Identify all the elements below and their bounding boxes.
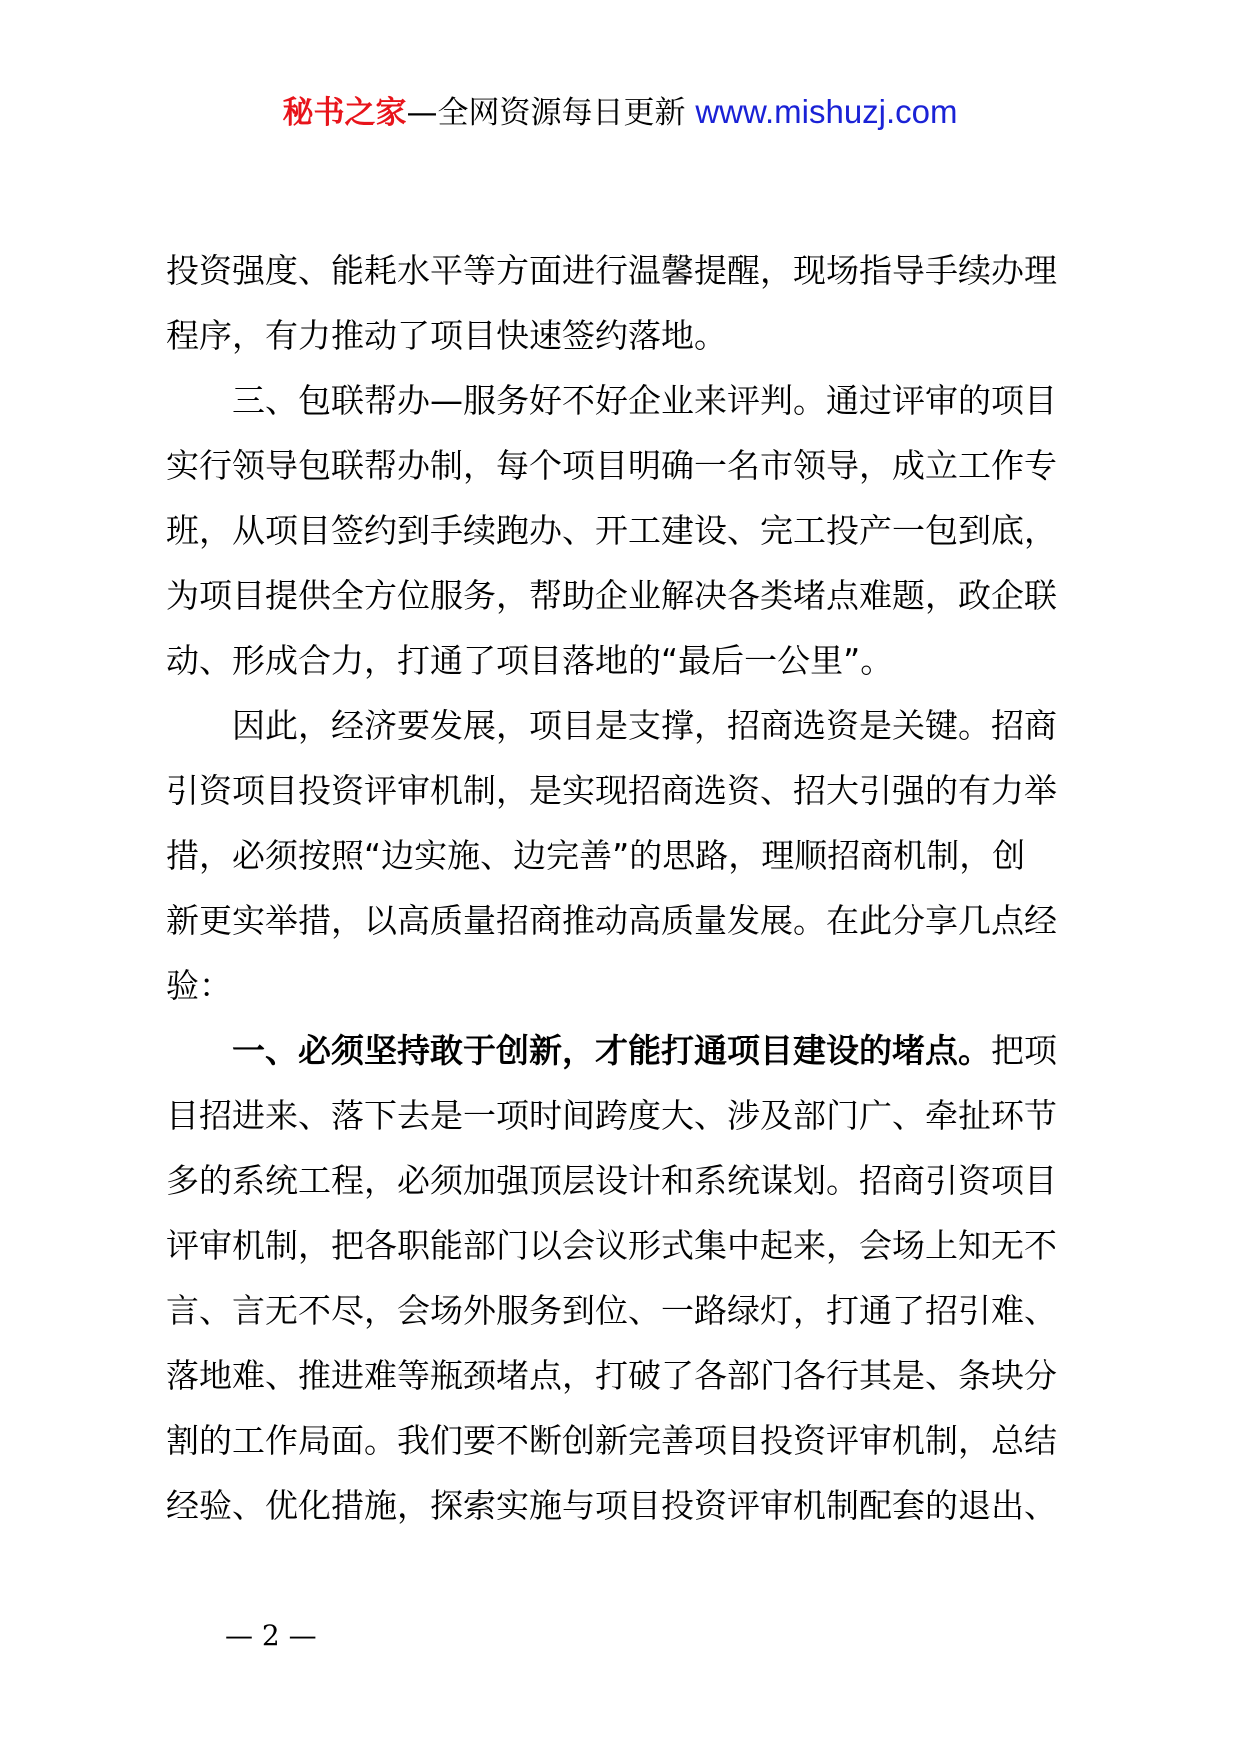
body-line: 评审机制，把各职能部门以会议形式集中起来，会场上知无不	[166, 1226, 1057, 1265]
site-url: www.mishuzj.com	[695, 93, 958, 130]
body-line: 措，必须按照“边实施、边完善”的思路，理顺招商机制，创	[166, 836, 1026, 875]
body-line: 投资强度、能耗水平等方面进行温馨提醒，现场指导手续办理	[166, 251, 1057, 290]
site-watermark-header	[0, 92, 1240, 133]
body-line: 程序，有力推动了项目快速签约落地。	[166, 316, 727, 355]
body-line: 因此，经济要发展，项目是支撑，招商选资是关键。招商	[232, 706, 1057, 745]
body-line: 实行领导包联帮办制，每个项目明确一名市领导，成立工作专	[166, 446, 1057, 485]
body-line: 动、形成合力，打通了项目落地的“最后一公里”。	[166, 641, 894, 680]
section-heading: 一、必须坚持敢于创新，才能打通项目建设的堵点。	[232, 1031, 991, 1070]
site-tagline: —全网资源每日更新	[406, 95, 686, 131]
body-line: 验：	[166, 966, 232, 1005]
body-line-heading	[166, 1018, 1084, 1083]
body-line: 引资项目投资评审机制，是实现招商选资、招大引强的有力举	[166, 771, 1057, 810]
document-body	[166, 238, 1084, 1538]
body-line: 经验、优化措施，探索实施与项目投资评审机制配套的退出、	[166, 1486, 1057, 1525]
body-line: 新更实举措，以高质量招商推动高质量发展。在此分享几点经	[166, 901, 1057, 940]
body-line: 多的系统工程，必须加强顶层设计和系统谋划。招商引资项目	[166, 1161, 1057, 1200]
body-line: 目招进来、落下去是一项时间跨度大、涉及部门广、牵扯环节	[166, 1096, 1057, 1135]
site-brand-name: 秘书之家	[282, 95, 407, 131]
body-line: 为项目提供全方位服务，帮助企业解决各类堵点难题，政企联	[166, 576, 1057, 615]
body-line: 言、言无不尽，会场外服务到位、一路绿灯，打通了招引难、	[166, 1291, 1057, 1330]
page-number: — 2 —	[225, 1619, 317, 1652]
body-line: 三、包联帮办—服务好不好企业来评判。通过评审的项目	[232, 381, 1057, 420]
body-line: 班，从项目签约到手续跑办、开工建设、完工投产一包到底，	[166, 511, 1057, 550]
body-line: 割的工作局面。我们要不断创新完善项目投资评审机制，总结	[166, 1421, 1057, 1460]
body-line-tail: 把项	[991, 1031, 1057, 1070]
body-line: 落地难、推进难等瓶颈堵点，打破了各部门各行其是、条块分	[166, 1356, 1057, 1395]
